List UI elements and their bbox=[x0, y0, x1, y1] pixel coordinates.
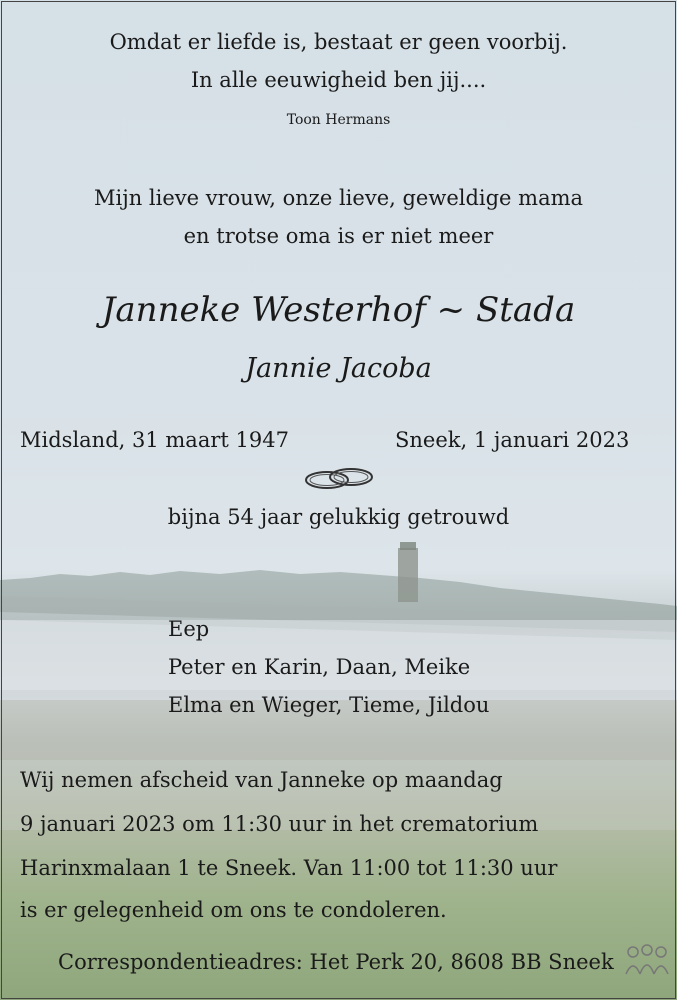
farewell-line-2: 9 januari 2023 om 11:30 uur in het crematorium bbox=[20, 812, 539, 836]
farewell-line-1: Wij nemen afscheid van Janneke op maandag bbox=[20, 768, 503, 792]
family-line-1: Eep bbox=[168, 617, 210, 641]
marriage-text: bijna 54 jaar gelukkig getrouwd bbox=[167, 505, 510, 529]
quote-author: Toon Hermans bbox=[286, 112, 391, 128]
quote-line-2: In alle eeuwigheid ben jij.... bbox=[190, 68, 487, 92]
family-logo-icon bbox=[624, 944, 670, 980]
death-date: Sneek, 1 januari 2023 bbox=[395, 428, 630, 452]
family-line-2: Peter en Karin, Daan, Meike bbox=[168, 655, 471, 679]
correspondence-address: Correspondentieadres: Het Perk 20, 8608 BB Sneek bbox=[58, 950, 614, 974]
quote-line-1: Omdat er liefde is, bestaat er geen voorbij. bbox=[109, 30, 568, 54]
deceased-name: Janneke Westerhof ~ Stada bbox=[101, 290, 576, 330]
intro-line-1: Mijn lieve vrouw, onze lieve, geweldige mama bbox=[93, 186, 584, 210]
wedding-rings-icon bbox=[303, 464, 375, 494]
birth-date: Midsland, 31 maart 1947 bbox=[20, 428, 289, 452]
farewell-line-4: is er gelegenheid om ons te condoleren. bbox=[20, 898, 447, 922]
family-line-3: Elma en Wieger, Tieme, Jildou bbox=[168, 693, 490, 717]
farewell-line-3: Harinxmalaan 1 te Sneek. Van 11:00 tot 11:30 uur bbox=[20, 856, 558, 880]
deceased-given-names: Jannie Jacoba bbox=[245, 353, 432, 384]
intro-line-2: en trotse oma is er niet meer bbox=[183, 224, 494, 248]
